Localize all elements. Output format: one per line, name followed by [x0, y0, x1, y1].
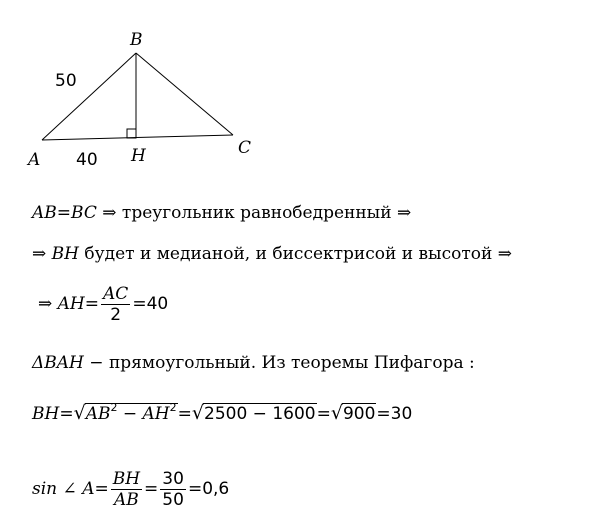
equals-sign: =	[132, 294, 147, 314]
fraction	[160, 469, 186, 510]
solution-line-3	[38, 284, 168, 325]
fraction-denominator: 50	[162, 490, 184, 510]
sin-function: sin	[32, 479, 58, 499]
radicand: 900	[342, 404, 376, 424]
exponent: 2	[110, 401, 118, 414]
point-h-label: H	[131, 146, 146, 166]
implies-arrow: ⇒	[102, 203, 117, 223]
statement-text: будет и медианой, и биссектрисой и высотой	[84, 244, 493, 264]
side-ab	[42, 53, 136, 140]
equals-sign: =	[316, 404, 331, 424]
implies-arrow: ⇒	[396, 203, 412, 223]
equals-sign: =	[177, 404, 192, 424]
length-ab-label: 50	[55, 71, 77, 91]
solution-line-5	[32, 402, 412, 425]
var-bc: BC	[71, 203, 97, 223]
vertex-c-label: C	[238, 138, 252, 158]
dash: −	[89, 353, 104, 373]
equals-sign: =	[376, 404, 391, 424]
var-ab: AB	[32, 203, 57, 223]
colon: :	[469, 353, 475, 373]
implies-arrow: ⇒	[38, 294, 53, 314]
equals-sign: =	[84, 294, 100, 314]
var-ab: AB	[85, 404, 111, 424]
solution-line-4	[32, 352, 475, 374]
vertex-a-label: A	[28, 150, 41, 170]
result-value: 40	[146, 294, 169, 314]
solution-line-2	[32, 243, 512, 265]
triangle-bah: ΔBAH	[32, 353, 84, 373]
equals-sign: =	[94, 479, 109, 499]
fraction-numerator: BH	[112, 469, 141, 489]
result-value: 30	[390, 404, 413, 424]
solution-line-1	[32, 202, 411, 224]
radicand	[85, 403, 178, 424]
result-value: 0,6	[202, 479, 230, 499]
fraction-denominator: 2	[110, 305, 122, 325]
implies-arrow: ⇒	[32, 244, 47, 264]
angle-symbol: ∠	[62, 479, 77, 499]
fraction-numerator: 30	[162, 469, 184, 489]
length-ah-label: 40	[76, 150, 98, 170]
implies-arrow: ⇒	[497, 244, 512, 264]
side-bc	[136, 53, 233, 135]
equals-sign: =	[144, 479, 159, 499]
fraction-denominator: AB	[113, 490, 139, 510]
var-bh: BH	[32, 404, 60, 424]
radicand: 2500 − 1600	[204, 404, 316, 424]
minus-sign: −	[122, 404, 138, 424]
vertex-b-label: B	[130, 30, 143, 50]
equals-sign: =	[187, 479, 203, 499]
sqrt-symbol: √	[330, 402, 343, 424]
fraction	[101, 284, 130, 325]
solution-line-6	[32, 469, 229, 510]
var-ah: AH	[57, 294, 85, 314]
fraction	[111, 469, 142, 510]
statement-text: треугольник равнобедренный	[121, 203, 392, 223]
var-a: A	[82, 479, 95, 499]
exponent: 2	[169, 401, 177, 414]
var-ah: AH	[142, 404, 170, 424]
fraction-numerator: AC	[103, 284, 129, 304]
right-angle-mark	[127, 129, 136, 138]
equals-sign: =	[56, 203, 72, 223]
var-bh: BH	[51, 244, 79, 264]
sqrt-symbol: √	[191, 402, 204, 424]
side-ac	[42, 135, 233, 140]
equals-sign: =	[59, 404, 74, 424]
statement-text: прямоугольный. Из теоремы Пифагора	[108, 353, 464, 373]
sqrt-symbol: √	[73, 402, 86, 424]
